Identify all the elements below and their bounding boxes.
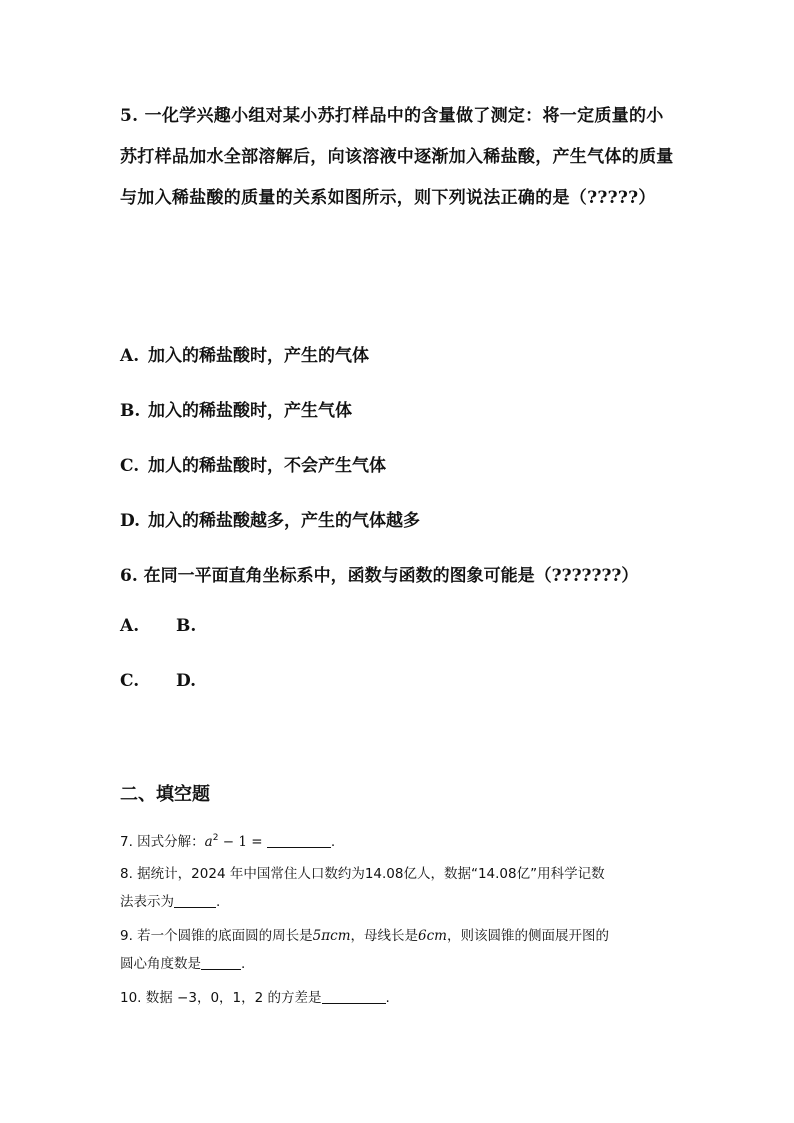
q9-end: . [241, 956, 246, 972]
q10-answer-blank [322, 989, 386, 1004]
q7-math-base: a [204, 834, 213, 850]
option-key: D. [120, 511, 141, 531]
q6-option-b: B. [176, 616, 197, 636]
q8-answer-blank [174, 893, 216, 908]
q5-option-d [120, 506, 420, 531]
question-5-stem: 5. 一化学兴趣小组对某小苏打样品中的含量做了测定：将一定质量的小苏打样品加水全部溶解后，向该溶液中逐渐加入稀盐酸，产生气体的质量与加入稀盐酸的质量的关系如图所示，则下列说法正确的是（?????） [120, 106, 674, 208]
q6-option-a: A. [120, 616, 140, 636]
q7-answer-blank [267, 833, 331, 848]
q7-math-rest: − 1 = [218, 834, 267, 850]
q5-option-b [120, 396, 352, 421]
q8-line-1: 8. 据统计，2024 年中国常住人口数约为14.08亿人，数据“14.08亿”用科学记数 [120, 866, 605, 882]
question-6-stem: 6. 在同一平面直角坐标系中，函数与函数的图象可能是（???????） [120, 566, 639, 586]
q9-line-2 [120, 950, 680, 978]
option-text: 加入的稀盐酸时，产生的气体 [148, 346, 369, 366]
q7-math-exp: 2 [212, 833, 219, 843]
q7-prefix: 7. 因式分解： [120, 834, 205, 850]
option-text: 加入的稀盐酸越多，产生的气体越多 [148, 511, 420, 531]
q6-option-d: D. [176, 671, 197, 691]
q6-options-row-1 [120, 616, 196, 636]
q5-option-a [120, 341, 369, 366]
q7-end: . [330, 834, 336, 850]
q9-answer-blank [201, 955, 241, 970]
q10-prefix: 10. 数据 −3，0，1，2 的方差是 [120, 990, 322, 1006]
q8-end: . [216, 894, 221, 910]
question-8 [120, 860, 680, 916]
question-7 [120, 824, 680, 856]
q9-text-b: ，母线长是 [350, 928, 418, 944]
section-heading: 二、填空题 [120, 784, 210, 805]
q8-line-2-text: 法表示为 [120, 894, 174, 910]
q6-options-row-2 [120, 671, 196, 691]
q9-line-2-text: 圆心角度数是 [120, 956, 201, 972]
q5-option-c [120, 451, 386, 476]
q9-line-1 [120, 922, 680, 950]
option-key: A. [120, 346, 140, 366]
q9-circumference: 5πcm [312, 928, 351, 944]
option-key: B. [120, 401, 141, 421]
q8-line-2 [120, 888, 680, 916]
q9-slant-height: 6cm [418, 928, 447, 944]
q9-text-c: ，则该圆锥的侧面展开图的 [446, 928, 609, 944]
option-text: 加人的稀盐酸时，不会产生气体 [148, 456, 386, 476]
question-9 [120, 922, 680, 978]
q6-option-c: C. [120, 671, 140, 691]
q9-text-a: 9. 若一个圆锥的底面圆的周长是 [120, 928, 313, 944]
option-text: 加入的稀盐酸时，产生气体 [148, 401, 352, 421]
question-10 [120, 984, 680, 1012]
option-key: C. [120, 456, 140, 476]
q10-end: . [385, 990, 390, 1006]
